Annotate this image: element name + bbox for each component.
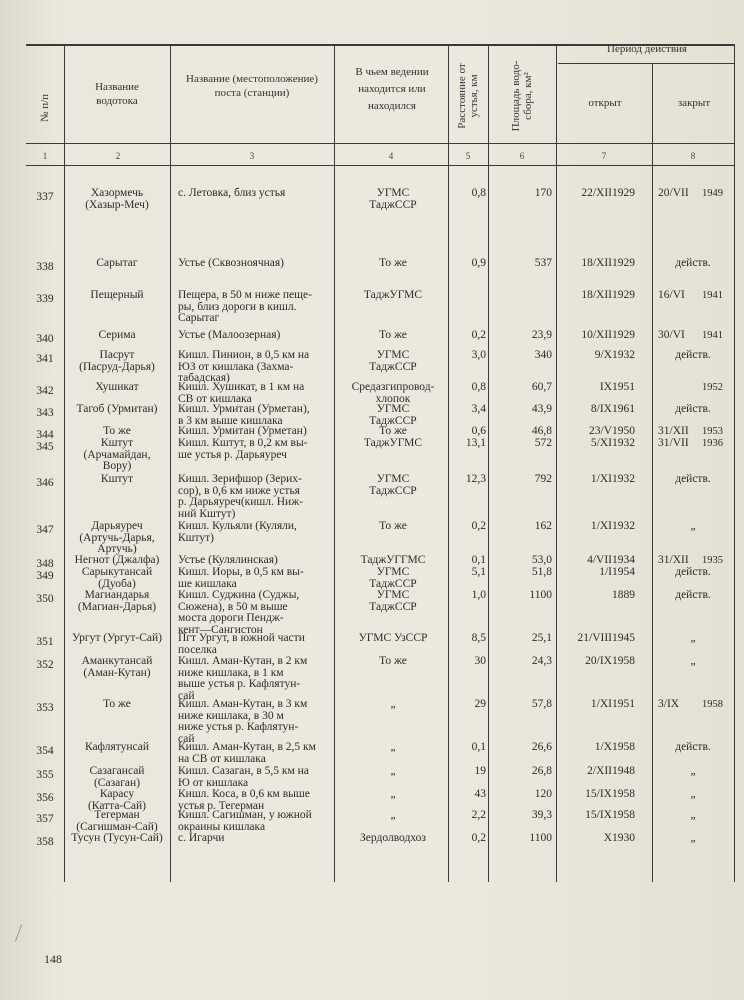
header-col1: № п/п (39, 93, 51, 123)
cell-name: Тусун (Тусун-Сай) (71, 832, 163, 844)
cell-no: 349 (36, 570, 54, 582)
cell-area: 26,6 (531, 741, 552, 753)
cell-open-year: 1951 (612, 381, 635, 393)
cell-post: Пещера, в 50 м ниже пеще- ры, близ дороги в кишл. Сарытаг (178, 289, 312, 324)
cell-no: 340 (36, 333, 54, 345)
cell-name: Кштут (Арчамайдан, Вору) (83, 437, 151, 472)
cell-close: действ. (675, 566, 711, 578)
cell-name: Кштут (100, 473, 134, 485)
cell-close: „ (690, 832, 696, 844)
cell-org: УГМС ТаджССР (369, 403, 417, 427)
cell-dist: 0,1 (471, 741, 486, 753)
cell-no: 343 (36, 407, 54, 419)
cell-post: Кишл. Суджина (Суджы, Сюжена), в 50 м выше моста дороги Пендж- кент—Сангистон (178, 589, 300, 636)
cell-close: действ. (675, 257, 711, 269)
cell-open: 18/XII (581, 257, 612, 269)
cell-open-year: 1929 (612, 257, 635, 269)
cell-org: „ (390, 741, 396, 753)
cell-area: 1100 (529, 832, 552, 844)
cell-name: Негнот (Джалфа) (74, 554, 160, 566)
cell-post: Кишл. Коса, в 0,6 км выше устья р. Тегерман (178, 788, 310, 812)
cell-post: с. Летовка, близ устья (178, 187, 286, 199)
cell-open: 8/IX (590, 403, 612, 415)
col-divider-5 (488, 44, 489, 882)
cell-post: Кишл. Хушикат, в 1 км на СВ от кишлака (178, 381, 305, 405)
cell-area: 340 (534, 349, 552, 361)
cell-post: Устье (Кулялинская) (178, 554, 278, 566)
cell-close-year: 1958 (702, 699, 723, 710)
col-number: 1 (42, 151, 48, 161)
cell-dist: 2,2 (471, 809, 486, 821)
cell-close-year: 1936 (702, 438, 723, 449)
cell-area: 537 (534, 257, 552, 269)
cell-open: 18/XII (581, 289, 612, 301)
cell-name: Дарьяуреч (Артучь-Дарья, Артучь) (79, 520, 155, 555)
cell-open: 21/VIII (577, 632, 612, 644)
cell-org: То же (379, 329, 407, 341)
cell-org: То же (379, 257, 407, 269)
cell-close: действ. (675, 589, 711, 601)
cell-open: 20/IX (585, 655, 612, 667)
cell-post: Кишл. Урмитан (Урметан) (178, 425, 307, 437)
cell-area: 792 (534, 473, 552, 485)
col-number: 2 (115, 151, 121, 161)
cell-no: 341 (36, 353, 54, 365)
cell-area: 572 (534, 437, 552, 449)
cell-area: 46,8 (531, 425, 552, 437)
cell-open-year: 1954 (612, 566, 635, 578)
cell-open: 1/XI (590, 698, 612, 710)
cell-dist: 0,8 (471, 381, 486, 393)
cell-area: 24,3 (531, 655, 552, 667)
cell-open-year: 1889 (612, 589, 635, 601)
cell-name: Кафлятунсай (84, 741, 150, 753)
cell-post: Кишл. Зерифшор (Зерих- сор), в 0,6 км ниже устья р. Дарьяуреч(кишл. Ниж- ний Кштут) (178, 473, 303, 520)
cell-dist: 3,0 (471, 349, 486, 361)
cell-open: 15/IX (585, 809, 612, 821)
cell-open: 1/XI (590, 520, 612, 532)
cell-open: 9/X (594, 349, 612, 361)
cell-org: „ (390, 698, 396, 710)
cell-org: УГМС ТаджССР (369, 589, 417, 613)
cell-no: 348 (36, 558, 54, 570)
cell-close: действ. (675, 741, 711, 753)
cell-open: 22/XII (581, 187, 612, 199)
cell-org: ТаджУГМС (363, 289, 423, 301)
cell-area: 25,1 (531, 632, 552, 644)
period-rule (558, 63, 734, 64)
cell-close-year: 1952 (702, 382, 723, 393)
header-col7: открыт (588, 97, 622, 109)
cell-open-year: 1958 (612, 741, 635, 753)
cell-open-year: 1932 (612, 473, 635, 485)
cell-org: УГМС ТаджССР (369, 187, 417, 211)
cell-org: „ (390, 765, 396, 777)
cell-no: 344 (36, 429, 54, 441)
cell-area: 26,8 (531, 765, 552, 777)
cell-post: Кишл. Аман-Кутан, в 3 км ниже кишлака, в 30 м ниже устья р. Кафлятун- сай (178, 698, 308, 745)
cell-post: Кишл. Сазаган, в 5,5 км на Ю от кишлака (178, 765, 309, 789)
cell-name: Хазормечь (Хазыр-Меч) (85, 187, 149, 211)
cell-post: Кишл. Иоры, в 0,5 км вы- ше кишлака (178, 566, 304, 590)
cell-no: 354 (36, 745, 54, 757)
pencil-mark (15, 924, 22, 941)
cell-post: Кишл. Аман-Кутан, в 2 км ниже кишлака, в 1 км выше устья р. Кафлятун- сай (178, 655, 308, 702)
col-divider-2 (170, 44, 171, 882)
cell-area: 162 (534, 520, 552, 532)
header-col4: В чьем ведении находится или находился (355, 66, 429, 112)
header-period: Период действия (607, 43, 687, 55)
header-col6: Площадь водо- сбора, км² (510, 60, 534, 132)
cell-name: Тагоб (Урмитан) (76, 403, 158, 415)
cell-org: УГМС ТаджССР (369, 349, 417, 373)
cell-open-year: 1950 (612, 425, 635, 437)
cell-name: Пещерный (90, 289, 144, 301)
col-divider-6 (556, 44, 557, 882)
cell-post: Кишл. Пинион, в 0,5 км на ЮЗ от кишлака (Захма- табадская) (178, 349, 310, 384)
col-number: 5 (465, 151, 471, 161)
cell-no: 351 (36, 636, 54, 648)
cell-dist: 0,9 (471, 257, 486, 269)
cell-dist: 12,3 (465, 473, 486, 485)
col-number: 8 (690, 151, 696, 161)
cell-open: 10/XII (581, 329, 612, 341)
cell-no: 357 (36, 813, 54, 825)
cell-close-year: 1953 (702, 426, 723, 437)
cell-open-year: 1958 (612, 809, 635, 821)
cell-open: X (603, 832, 612, 844)
cell-name: Пасрут (Пасруд-Дарья) (79, 349, 155, 373)
cell-open: IX (599, 381, 612, 393)
cell-post: с. Игарчи (178, 832, 225, 844)
cell-dist: 30 (474, 655, 486, 667)
cell-post: Кишл. Кштут, в 0,2 км вы- ше устья р. Дарьяуреч (178, 437, 308, 461)
cell-post: Устье (Малоозерная) (178, 329, 281, 341)
cell-dist: 0,2 (471, 520, 486, 532)
cell-close: „ (690, 788, 696, 800)
cell-org: „ (390, 788, 396, 800)
col-divider-7 (652, 63, 653, 882)
cell-no: 350 (36, 593, 54, 605)
cell-dist: 43 (474, 788, 486, 800)
cell-post: Кишл. Аман-Кутан, в 2,5 км на СВ от кишлака (178, 741, 316, 765)
cell-open-year: 1951 (612, 698, 635, 710)
header-col2: Название водотока (95, 81, 139, 107)
cell-name: То же (103, 425, 131, 437)
cell-post: Пгт Ургут, в южной части поселка (178, 632, 305, 656)
cell-no: 346 (36, 477, 54, 489)
cell-no: 342 (36, 385, 54, 397)
col-number: 6 (519, 151, 525, 161)
cell-close: „ (690, 655, 696, 667)
header-col5: Расстояние от устья, км (456, 63, 480, 129)
cell-post: Кишл. Урмитан (Урметан), в 3 км выше кишлака (178, 403, 310, 427)
cell-name: Сарыкутансай (Дуоба) (81, 566, 153, 590)
cell-no: 345 (36, 441, 54, 453)
cell-dist: 0,2 (471, 832, 486, 844)
cell-dist: 0,1 (471, 554, 486, 566)
col-number: 3 (249, 151, 255, 161)
cell-no: 347 (36, 524, 54, 536)
cell-org: Средазгипровод- хлопок (351, 381, 435, 405)
cell-close: действ. (675, 473, 711, 485)
cell-dist: 0,6 (471, 425, 486, 437)
cell-close: 31/XII (658, 554, 689, 566)
cell-org: ТаджУГМС (363, 437, 423, 449)
cell-close: 16/VI (658, 289, 685, 301)
cell-close: 20/VII (658, 187, 689, 199)
cell-name: Серима (98, 329, 136, 341)
cell-dist: 0,2 (471, 329, 486, 341)
cell-close-year: 1949 (702, 188, 723, 199)
cell-no: 338 (36, 261, 54, 273)
page-number: 148 (44, 952, 62, 966)
cell-open-year: 1932 (612, 349, 635, 361)
cell-area: 120 (534, 788, 552, 800)
cell-org: То же (379, 425, 407, 437)
cell-dist: 5,1 (471, 566, 486, 578)
cell-dist: 19 (474, 765, 486, 777)
cell-post: Кишл. Кульяли (Куляли, Кштут) (178, 520, 297, 544)
cell-area: 51,8 (531, 566, 552, 578)
cell-close-year: 1941 (702, 290, 723, 301)
cell-open-year: 1929 (612, 289, 635, 301)
col-number: 4 (388, 151, 394, 161)
cell-close: 30/VI (658, 329, 685, 341)
cell-open: 23/V (589, 425, 612, 437)
cell-area: 1100 (529, 589, 552, 601)
cell-dist: 29 (474, 698, 486, 710)
cell-name: Аманкутансай (Аман-Кутан) (81, 655, 153, 679)
cell-no: 337 (36, 191, 54, 203)
header-col8: закрыт (677, 97, 711, 109)
cell-close-year: 1935 (702, 555, 723, 566)
col-number: 7 (601, 151, 607, 161)
cell-no: 356 (36, 792, 54, 804)
cell-org: УГМС ТаджССР (369, 566, 417, 590)
cell-close: 31/XII (658, 425, 689, 437)
cell-open-year: 1945 (612, 632, 635, 644)
cell-post: Кишл. Сагишман, у южной окраины кишлака (178, 809, 312, 833)
cell-close: 3/IX (658, 698, 680, 710)
col-divider-8 (734, 44, 735, 882)
cell-name: Сарытаг (96, 257, 138, 269)
cell-open: 15/IX (585, 788, 612, 800)
cell-no: 355 (36, 769, 54, 781)
cell-area: 170 (534, 187, 552, 199)
cell-dist: 0,8 (471, 187, 486, 199)
cell-close: 31/VII (658, 437, 689, 449)
cell-close-year: 1941 (702, 330, 723, 341)
cell-close: „ (690, 809, 696, 821)
cell-dist: 13,1 (465, 437, 486, 449)
cell-org: Зердолводхоз (360, 832, 426, 844)
cell-open-year: 1958 (612, 788, 635, 800)
cell-dist: 3,4 (471, 403, 486, 415)
cell-close: „ (690, 632, 696, 644)
cell-close: „ (690, 520, 696, 532)
cell-open: 2/XII (587, 765, 612, 777)
cell-org: ТаджУГГМС (360, 554, 426, 566)
cell-open-year: 1929 (612, 329, 635, 341)
cell-area: 43,9 (531, 403, 552, 415)
cell-close: действ. (675, 349, 711, 361)
cell-org: УГМС УзССР (358, 632, 428, 644)
cell-open: 4/VII (587, 554, 612, 566)
cell-post: Устье (Сквозноячная) (178, 257, 284, 269)
cell-area: 53,0 (531, 554, 552, 566)
cell-open: 1/X (594, 741, 612, 753)
cell-name: Сазагансай (Сазаган) (89, 765, 145, 789)
cell-no: 353 (36, 702, 54, 714)
cell-org: УГМС ТаджССР (369, 473, 417, 497)
cell-open-year: 1932 (612, 437, 635, 449)
cell-name: То же (103, 698, 131, 710)
cell-no: 352 (36, 659, 54, 671)
cell-dist: 8,5 (471, 632, 486, 644)
cell-org: То же (379, 520, 407, 532)
cell-open-year: 1948 (612, 765, 635, 777)
cell-area: 23,9 (531, 329, 552, 341)
col-divider-1 (64, 44, 65, 882)
cell-no: 358 (36, 836, 54, 848)
cell-name: Магиандарья (Магиан-Дарья) (77, 589, 157, 613)
cell-area: 60,7 (531, 381, 552, 393)
cell-open: 1/I (599, 566, 612, 578)
cell-name: Тегерман (Сагишман-Сай) (76, 809, 158, 833)
cell-open-year: 1929 (612, 187, 635, 199)
cell-no: 339 (36, 293, 54, 305)
header-col3: Название (местоположение) поста (станции) (186, 73, 318, 99)
cell-area: 39,3 (531, 809, 552, 821)
cell-open: 5/XI (590, 437, 612, 449)
cell-name: Ургут (Ургут-Сай) (71, 632, 163, 644)
cell-open-year: 1934 (612, 554, 635, 566)
cell-open-year: 1961 (612, 403, 635, 415)
numbers-bottom-rule (26, 165, 734, 166)
cell-open-year: 1930 (612, 832, 635, 844)
cell-name: Хушикат (95, 381, 139, 393)
cell-open-year: 1958 (612, 655, 635, 667)
cell-close: „ (690, 765, 696, 777)
col-divider-4 (448, 44, 449, 882)
cell-name: Карасу (Катта-Сай) (87, 788, 147, 812)
cell-org: То же (379, 655, 407, 667)
cell-open-year: 1932 (612, 520, 635, 532)
header-bottom-rule (26, 143, 734, 144)
cell-close: действ. (675, 403, 711, 415)
cell-dist: 1,0 (471, 589, 486, 601)
cell-open: 1/XI (590, 473, 612, 485)
cell-area: 57,8 (531, 698, 552, 710)
cell-org: „ (390, 809, 396, 821)
